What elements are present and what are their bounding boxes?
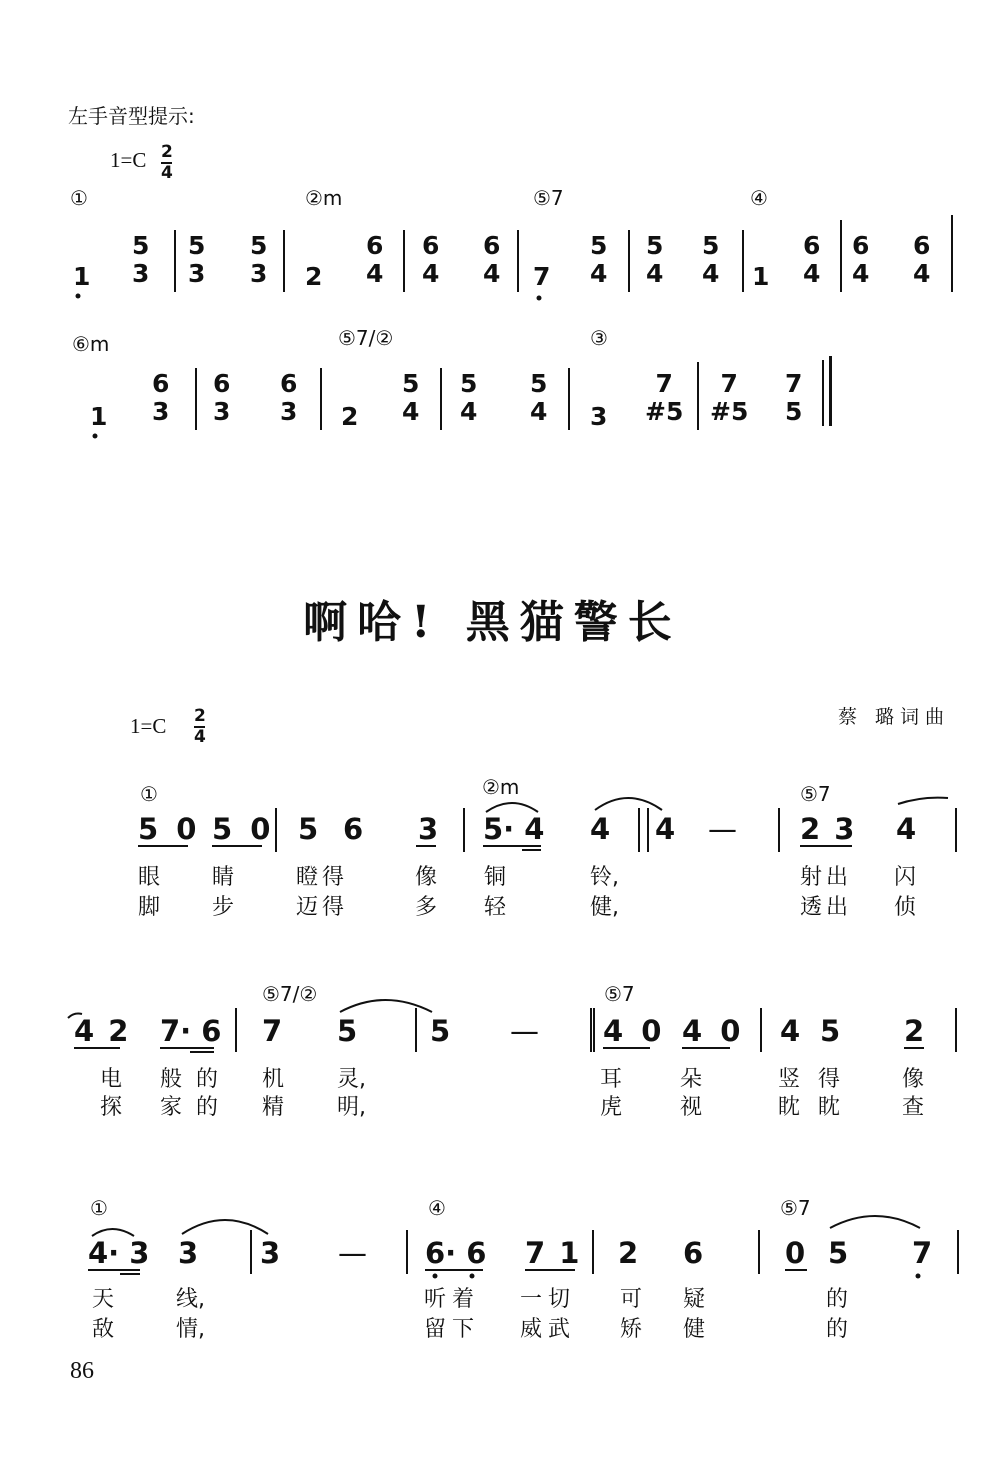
pair-lower-note: 4: [366, 259, 384, 288]
melody-note: 4 2: [74, 1014, 131, 1048]
pair-upper-note: 5: [132, 231, 150, 260]
pair-lower-note: #5: [710, 397, 749, 426]
slur: [595, 798, 662, 810]
pair-lower-note: 4: [402, 397, 420, 426]
pair-lower-note: 5: [785, 397, 803, 426]
chord-symbol: ⑤7/②: [262, 982, 318, 1006]
chord-symbol: ⑤7: [533, 186, 564, 210]
lyric-verse1: 般的: [160, 1067, 233, 1092]
lyric-verse2: 健,: [590, 895, 619, 920]
lyric-verse1: 电: [100, 1067, 123, 1092]
pair-upper-note: 5: [702, 231, 720, 260]
lyric-verse1: 灵,: [337, 1067, 366, 1092]
melody-note: 6: [683, 1236, 704, 1270]
chord-symbol: ⑤7: [780, 1196, 811, 1220]
pair-lower-note: 3: [250, 259, 268, 288]
bass-note: 2: [305, 262, 323, 291]
lyric-verse1: 铜: [484, 865, 507, 890]
melody-note: 3: [260, 1236, 281, 1270]
lyric-verse1: 竖得: [778, 1067, 859, 1092]
lyric-verse2: 敌: [92, 1317, 115, 1342]
lyric-verse1: 的: [826, 1287, 849, 1312]
lyric-verse1: 天: [92, 1287, 115, 1312]
octave-dot: [470, 1274, 475, 1279]
pair-upper-note: 7: [720, 369, 738, 398]
lyric-verse2: 虎: [600, 1095, 623, 1120]
dash-note: —: [338, 1236, 367, 1270]
slur: [830, 1216, 920, 1228]
lyric-verse2: 轻: [484, 895, 507, 920]
lyric-verse2: 侦: [894, 895, 917, 920]
song-title: 啊哈! 黑猫警长: [303, 597, 682, 648]
pair-lower-note: 4: [460, 397, 478, 426]
slur: [68, 1014, 82, 1019]
pair-upper-note: 6: [913, 231, 931, 260]
melody-note: 7· 6: [160, 1014, 222, 1048]
chord-symbol: ⑤7/②: [338, 326, 394, 350]
time-top: 2: [194, 706, 206, 726]
melody-note: 5 0: [138, 812, 201, 846]
lyric-verse1: 瞪得: [296, 865, 349, 890]
pair-upper-note: 5: [460, 369, 478, 398]
pair-lower-note: 3: [152, 397, 170, 426]
melody-note: 5 0: [212, 812, 275, 846]
chord-symbol: ⑥m: [72, 332, 110, 356]
bass-note: 3: [590, 402, 608, 431]
lyric-verse1: 射出: [800, 865, 853, 890]
melody-note: 6: [343, 812, 364, 846]
lyric-verse1: 铃,: [590, 865, 619, 890]
lyric-verse1: 像: [902, 1067, 925, 1092]
pair-upper-note: 6: [152, 369, 170, 398]
octave-dot: [537, 296, 542, 301]
lyric-verse1: 睛: [212, 865, 235, 890]
melody-note: 5: [298, 812, 319, 846]
pair-upper-note: 6: [852, 231, 870, 260]
bass-note: 2: [341, 402, 359, 431]
lyric-verse1: 朵: [680, 1067, 703, 1092]
chord-symbol: ①: [140, 782, 158, 806]
slur: [92, 1229, 134, 1236]
melody-note: 2: [904, 1014, 925, 1048]
pair-upper-note: 7: [655, 369, 673, 398]
lyric-verse2: 透出: [800, 895, 853, 920]
hint-label: 左手音型提示:: [68, 104, 195, 128]
melody-note: 5: [337, 1014, 358, 1048]
melody-note: 5: [430, 1014, 451, 1048]
pair-upper-note: 5: [250, 231, 268, 260]
octave-dot: [916, 1274, 921, 1279]
lyric-verse1: 一切: [520, 1287, 577, 1312]
melody-note: 5· 4: [483, 812, 545, 846]
pair-lower-note: 4: [483, 259, 501, 288]
melody-note: 7: [912, 1236, 933, 1270]
pair-lower-note: 4: [803, 259, 821, 288]
bass-note: 7: [533, 262, 551, 291]
lyric-verse1: 眼: [138, 865, 161, 890]
lyric-verse2: 健: [683, 1317, 706, 1342]
pair-upper-note: 6: [213, 369, 231, 398]
melody-note: 0: [785, 1236, 806, 1270]
lyric-verse2: 情,: [176, 1317, 205, 1342]
lyric-verse1: 像: [415, 865, 438, 890]
pair-lower-note: 3: [213, 397, 231, 426]
pair-upper-note: 6: [280, 369, 298, 398]
pair-upper-note: 5: [530, 369, 548, 398]
pair-upper-note: 5: [590, 231, 608, 260]
hint-key: 1=C: [110, 148, 147, 172]
lyric-verse2: 迈得: [296, 895, 349, 920]
slur: [182, 1220, 268, 1234]
melody-note: 4: [590, 812, 611, 846]
lyric-verse2: 步: [212, 895, 235, 920]
pair-lower-note: 4: [530, 397, 548, 426]
melody-note: 4: [780, 1014, 801, 1048]
lyric-verse2: 精: [262, 1095, 285, 1120]
slur: [486, 803, 538, 812]
chord-symbol: ②m: [305, 186, 343, 210]
chord-symbol: ④: [750, 186, 768, 210]
melody-note: 2: [618, 1236, 639, 1270]
melody-note: 3: [418, 812, 439, 846]
pair-upper-note: 5: [646, 231, 664, 260]
song-key: 1=C: [130, 714, 167, 738]
time-bottom: 4: [194, 727, 206, 747]
time-top: 2: [161, 142, 173, 162]
lyric-verse2: 的: [826, 1317, 849, 1342]
chord-symbol: ①: [90, 1196, 108, 1220]
octave-dot: [76, 294, 81, 299]
lyric-verse1: 听着: [424, 1287, 481, 1312]
dash-note: —: [510, 1014, 539, 1048]
slur: [340, 1000, 432, 1012]
chord-symbol: ①: [70, 186, 88, 210]
lyric-verse1: 疑: [683, 1287, 706, 1312]
pair-lower-note: 4: [852, 259, 870, 288]
melody-note: 4· 3: [88, 1236, 150, 1270]
pair-lower-note: 3: [280, 397, 298, 426]
composer-credit: 蔡 璐词曲: [838, 706, 951, 728]
chord-symbol: ⑤7: [800, 782, 831, 806]
lyric-verse1: 机: [262, 1067, 285, 1092]
pair-lower-note: 4: [422, 259, 440, 288]
octave-dot: [433, 1274, 438, 1279]
melody-note: 5: [820, 1014, 841, 1048]
pair-lower-note: 3: [132, 259, 150, 288]
lyric-verse1: 耳: [600, 1067, 623, 1092]
pair-upper-note: 7: [785, 369, 803, 398]
lyric-verse2: 探: [100, 1095, 123, 1120]
pair-lower-note: 4: [913, 259, 931, 288]
pair-upper-note: 5: [188, 231, 206, 260]
slur: [898, 798, 948, 804]
pair-lower-note: 4: [702, 259, 720, 288]
melody-note: 6· 6: [425, 1236, 487, 1270]
lyric-verse1: 可: [620, 1287, 643, 1312]
melody-note: 3: [178, 1236, 199, 1270]
pair-lower-note: 4: [646, 259, 664, 288]
pair-lower-note: #5: [645, 397, 684, 426]
chord-symbol: ⑤7: [604, 982, 635, 1006]
time-bottom: 4: [161, 163, 173, 183]
melody-note: 4 0: [603, 1014, 666, 1048]
bass-note: 1: [90, 402, 108, 431]
melody-note: 5: [828, 1236, 849, 1270]
pair-upper-note: 6: [803, 231, 821, 260]
chord-symbol: ④: [428, 1196, 446, 1220]
lyric-verse2: 查: [902, 1095, 925, 1120]
page-number: 86: [70, 1358, 94, 1384]
lyric-verse2: 矫: [620, 1317, 643, 1342]
melody-note: 2 3: [800, 812, 857, 846]
lyric-verse1: 线,: [176, 1287, 205, 1312]
melody-note: 4: [655, 812, 676, 846]
chord-symbol: ②m: [482, 775, 520, 799]
lyric-verse2: 家的: [160, 1095, 233, 1120]
lyric-verse2: 视: [680, 1095, 703, 1120]
lyric-verse2: 多: [415, 895, 438, 920]
melody-note: 4: [896, 812, 917, 846]
pair-upper-note: 5: [402, 369, 420, 398]
pair-lower-note: 3: [188, 259, 206, 288]
melody-note: 4 0: [682, 1014, 745, 1048]
bass-note: 1: [73, 262, 91, 291]
chord-symbol: ③: [590, 326, 608, 350]
lyric-verse2: 威武: [520, 1317, 577, 1342]
melody-note: 7 1: [525, 1236, 582, 1270]
lyric-verse1: 闪: [894, 865, 917, 890]
lyric-verse2: 脚: [138, 895, 161, 920]
lyric-verse2: 明,: [337, 1095, 366, 1120]
lyric-verse2: 眈眈: [778, 1095, 859, 1120]
bass-note: 1: [752, 262, 770, 291]
melody-note: 7: [262, 1014, 283, 1048]
pair-upper-note: 6: [483, 231, 501, 260]
pair-upper-note: 6: [366, 231, 384, 260]
dash-note: —: [708, 812, 737, 846]
octave-dot: [93, 434, 98, 439]
pair-lower-note: 4: [590, 259, 608, 288]
pair-upper-note: 6: [422, 231, 440, 260]
lyric-verse2: 留下: [424, 1317, 481, 1342]
